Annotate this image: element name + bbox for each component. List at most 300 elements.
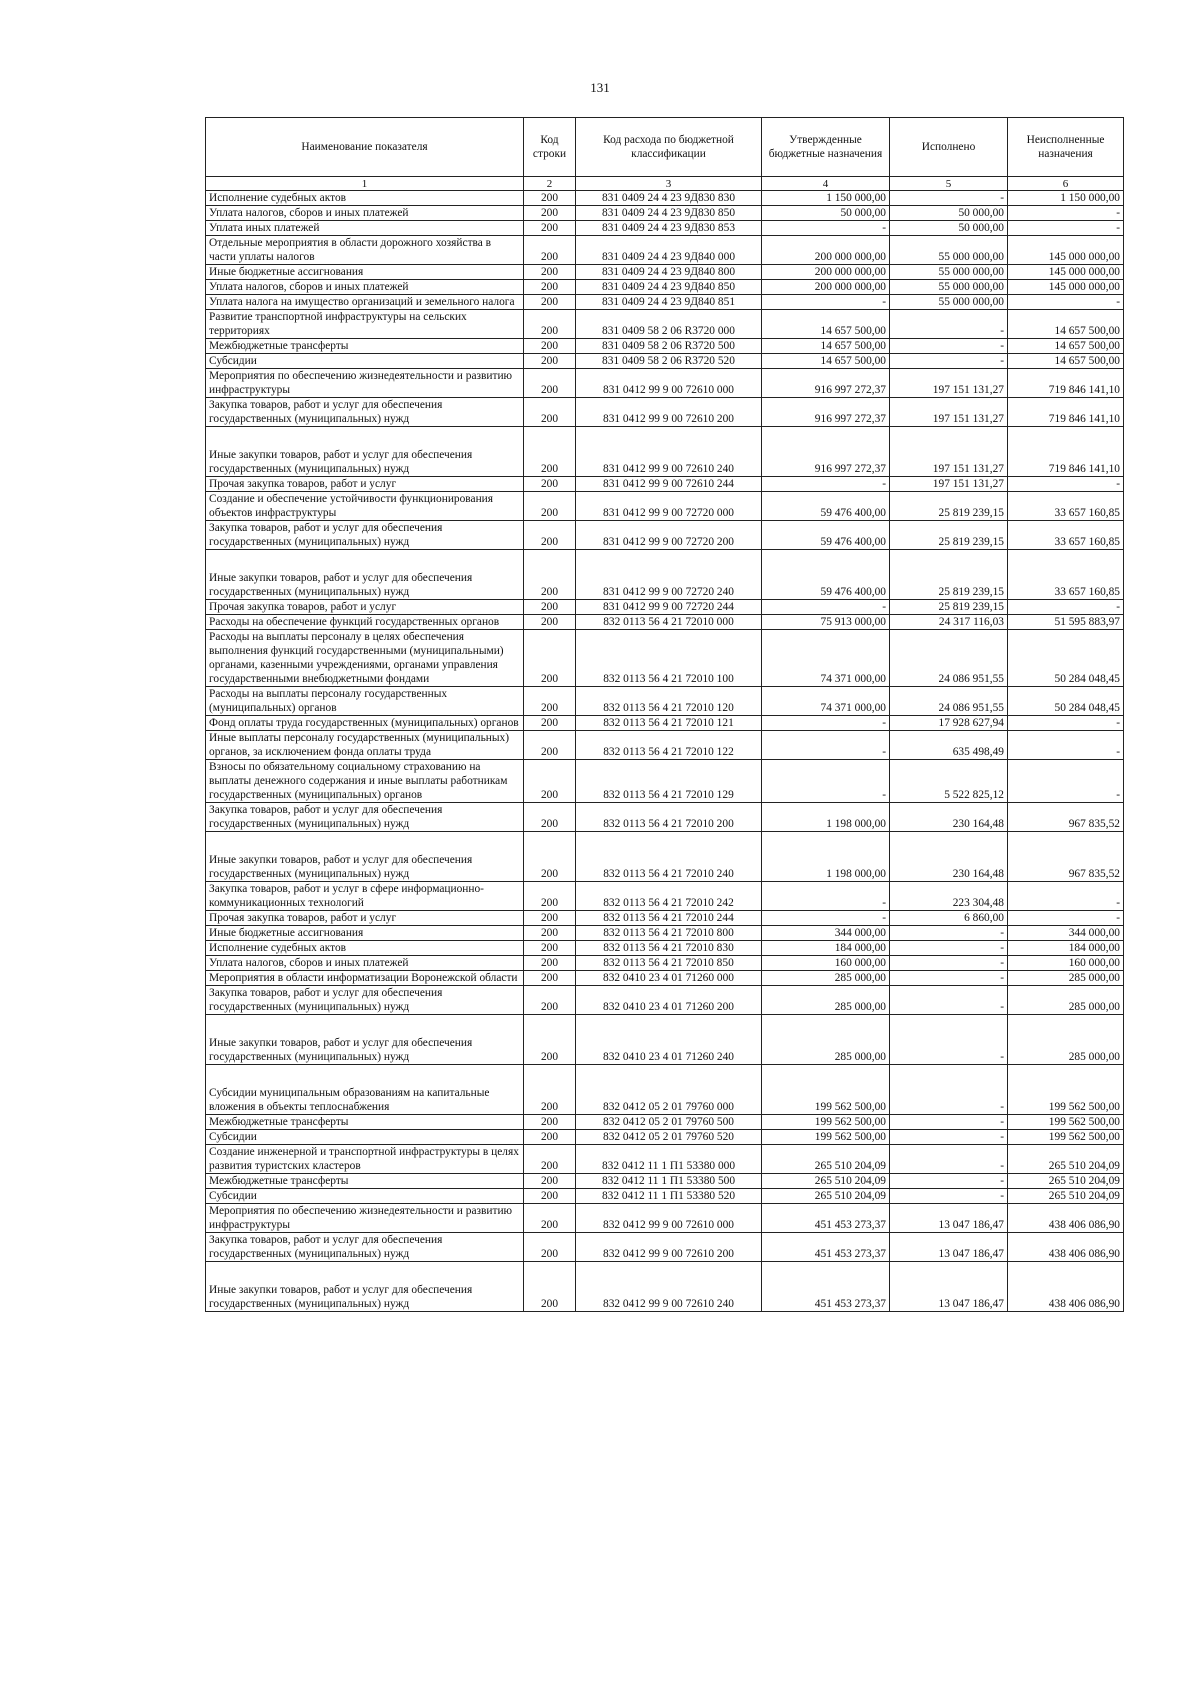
cell-code: 200 (524, 911, 576, 926)
cell-executed: 50 000,00 (890, 221, 1008, 236)
cell-approved: 285 000,00 (762, 971, 890, 986)
cell-unexecuted: 184 000,00 (1008, 941, 1124, 956)
cell-executed: - (890, 1130, 1008, 1145)
cell-code: 200 (524, 398, 576, 427)
cell-name: Мероприятия по обеспечению жизнедеятельности и развитию инфраструктуры (206, 369, 524, 398)
cell-approved: 1 198 000,00 (762, 832, 890, 882)
cell-executed: 13 047 186,47 (890, 1262, 1008, 1312)
cell-approved: 14 657 500,00 (762, 310, 890, 339)
table-row (206, 731, 1124, 760)
cell-approved: - (762, 882, 890, 911)
cell-code: 200 (524, 1262, 576, 1312)
cell-executed: - (890, 926, 1008, 941)
cell-approved: 916 997 272,37 (762, 427, 890, 477)
cell-code: 200 (524, 687, 576, 716)
cell-approved: 200 000 000,00 (762, 265, 890, 280)
cell-code: 200 (524, 550, 576, 600)
cell-approved: 200 000 000,00 (762, 236, 890, 265)
cell-code: 200 (524, 191, 576, 206)
cell-approved: - (762, 716, 890, 731)
cell-executed: 24 317 116,03 (890, 615, 1008, 630)
table-row (206, 477, 1124, 492)
cell-name: Расходы на обеспечение функций государственных органов (206, 615, 524, 630)
cell-unexecuted: - (1008, 716, 1124, 731)
cell-executed: 25 819 239,15 (890, 550, 1008, 600)
cell-name: Иные закупки товаров, работ и услуг для обеспечения государственных (муниципальных) нужд (206, 832, 524, 882)
cell-code: 200 (524, 941, 576, 956)
cell-name: Уплата налогов, сборов и иных платежей (206, 280, 524, 295)
table-row (206, 1189, 1124, 1204)
cell-code: 200 (524, 1115, 576, 1130)
table-row (206, 206, 1124, 221)
cell-name: Иные закупки товаров, работ и услуг для обеспечения государственных (муниципальных) нужд (206, 427, 524, 477)
cell-name: Прочая закупка товаров, работ и услуг (206, 911, 524, 926)
cell-code: 200 (524, 615, 576, 630)
cell-approved: 451 453 273,37 (762, 1233, 890, 1262)
table-row (206, 911, 1124, 926)
cell-code: 200 (524, 354, 576, 369)
header-unexecuted: Неисполненные назначения (1008, 118, 1124, 177)
cell-name: Иные бюджетные ассигнования (206, 265, 524, 280)
cell-unexecuted: 285 000,00 (1008, 1015, 1124, 1065)
cell-executed: 55 000 000,00 (890, 295, 1008, 310)
cell-code: 200 (524, 600, 576, 615)
budget-execution-table (205, 117, 1124, 1312)
cell-unexecuted: 199 562 500,00 (1008, 1115, 1124, 1130)
table-row (206, 1065, 1124, 1115)
cell-name: Создание и обеспечение устойчивости функционирования объектов инфраструктуры (206, 492, 524, 521)
table-row (206, 354, 1124, 369)
column-number: 2 (524, 177, 576, 191)
cell-approved: - (762, 731, 890, 760)
cell-approved: 59 476 400,00 (762, 550, 890, 600)
cell-approved: 184 000,00 (762, 941, 890, 956)
cell-executed: - (890, 1015, 1008, 1065)
cell-executed: 197 151 131,27 (890, 477, 1008, 492)
cell-executed: 25 819 239,15 (890, 521, 1008, 550)
cell-unexecuted: 145 000 000,00 (1008, 280, 1124, 295)
column-number: 5 (890, 177, 1008, 191)
table-row (206, 971, 1124, 986)
cell-approved: 916 997 272,37 (762, 398, 890, 427)
cell-unexecuted: 438 406 086,90 (1008, 1204, 1124, 1233)
table-row (206, 550, 1124, 600)
cell-approved: - (762, 600, 890, 615)
cell-name: Иные закупки товаров, работ и услуг для обеспечения государственных (муниципальных) нужд (206, 1015, 524, 1065)
cell-name: Исполнение судебных актов (206, 191, 524, 206)
cell-approved: 200 000 000,00 (762, 280, 890, 295)
cell-approved: 451 453 273,37 (762, 1262, 890, 1312)
cell-classification: 832 0113 56 4 21 72010 244 (576, 911, 762, 926)
cell-unexecuted: 719 846 141,10 (1008, 369, 1124, 398)
cell-unexecuted: 265 510 204,09 (1008, 1189, 1124, 1204)
cell-approved: 285 000,00 (762, 1015, 890, 1065)
cell-approved: 1 198 000,00 (762, 803, 890, 832)
cell-classification: 832 0412 05 2 01 79760 520 (576, 1130, 762, 1145)
table-row (206, 986, 1124, 1015)
table-row (206, 1174, 1124, 1189)
table-row (206, 295, 1124, 310)
cell-approved: 160 000,00 (762, 956, 890, 971)
cell-classification: 832 0113 56 4 21 72010 242 (576, 882, 762, 911)
cell-classification: 831 0412 99 9 00 72720 000 (576, 492, 762, 521)
cell-unexecuted: 33 657 160,85 (1008, 521, 1124, 550)
cell-approved: 50 000,00 (762, 206, 890, 221)
cell-classification: 831 0409 24 4 23 9Д840 851 (576, 295, 762, 310)
cell-classification: 832 0113 56 4 21 72010 121 (576, 716, 762, 731)
cell-classification: 831 0409 24 4 23 9Д840 850 (576, 280, 762, 295)
page-number: 131 (590, 80, 610, 95)
cell-executed: 17 928 627,94 (890, 716, 1008, 731)
cell-executed: 55 000 000,00 (890, 280, 1008, 295)
cell-code: 200 (524, 803, 576, 832)
header-name: Наименование показателя (206, 118, 524, 177)
cell-unexecuted: - (1008, 295, 1124, 310)
cell-code: 200 (524, 1015, 576, 1065)
cell-unexecuted: 344 000,00 (1008, 926, 1124, 941)
cell-approved: 199 562 500,00 (762, 1115, 890, 1130)
cell-unexecuted: 265 510 204,09 (1008, 1174, 1124, 1189)
cell-executed: 6 860,00 (890, 911, 1008, 926)
cell-name: Прочая закупка товаров, работ и услуг (206, 600, 524, 615)
cell-name: Закупка товаров, работ и услуг для обеспечения государственных (муниципальных) нужд (206, 986, 524, 1015)
cell-unexecuted: 265 510 204,09 (1008, 1145, 1124, 1174)
cell-name: Иные выплаты персоналу государственных (муниципальных) органов, за исключением фонда оплаты труда (206, 731, 524, 760)
cell-code: 200 (524, 492, 576, 521)
cell-classification: 832 0113 56 4 21 72010 830 (576, 941, 762, 956)
cell-code: 200 (524, 716, 576, 731)
cell-name: Межбюджетные трансферты (206, 1115, 524, 1130)
cell-classification: 831 0409 58 2 06 R3720 000 (576, 310, 762, 339)
cell-name: Закупка товаров, работ и услуг для обеспечения государственных (муниципальных) нужд (206, 521, 524, 550)
header-classification: Код расхода по бюджетной классификации (576, 118, 762, 177)
cell-name: Иные бюджетные ассигнования (206, 926, 524, 941)
cell-code: 200 (524, 986, 576, 1015)
cell-executed: - (890, 956, 1008, 971)
cell-name: Уплата налогов, сборов и иных платежей (206, 956, 524, 971)
cell-code: 200 (524, 1189, 576, 1204)
cell-code: 200 (524, 956, 576, 971)
cell-code: 200 (524, 427, 576, 477)
cell-unexecuted: 51 595 883,97 (1008, 615, 1124, 630)
cell-code: 200 (524, 339, 576, 354)
cell-executed: 55 000 000,00 (890, 265, 1008, 280)
cell-unexecuted: 438 406 086,90 (1008, 1262, 1124, 1312)
cell-unexecuted: 145 000 000,00 (1008, 265, 1124, 280)
cell-unexecuted: 719 846 141,10 (1008, 398, 1124, 427)
header-code: Код строки (524, 118, 576, 177)
cell-approved: 59 476 400,00 (762, 492, 890, 521)
cell-approved: 199 562 500,00 (762, 1065, 890, 1115)
cell-classification: 832 0410 23 4 01 71260 240 (576, 1015, 762, 1065)
cell-classification: 832 0410 23 4 01 71260 200 (576, 986, 762, 1015)
cell-classification: 832 0113 56 4 21 72010 800 (576, 926, 762, 941)
cell-executed: 13 047 186,47 (890, 1233, 1008, 1262)
cell-code: 200 (524, 206, 576, 221)
table-row (206, 492, 1124, 521)
cell-name: Субсидии (206, 1130, 524, 1145)
table-row (206, 760, 1124, 803)
cell-classification: 832 0412 11 1 П1 53380 000 (576, 1145, 762, 1174)
cell-name: Прочая закупка товаров, работ и услуг (206, 477, 524, 492)
header-executed: Исполнено (890, 118, 1008, 177)
cell-classification: 832 0412 05 2 01 79760 000 (576, 1065, 762, 1115)
cell-name: Мероприятия в области информатизации Воронежской области (206, 971, 524, 986)
table-row (206, 803, 1124, 832)
cell-code: 200 (524, 295, 576, 310)
cell-approved: 265 510 204,09 (762, 1189, 890, 1204)
cell-approved: 285 000,00 (762, 986, 890, 1015)
table-row (206, 1233, 1124, 1262)
table-row (206, 398, 1124, 427)
cell-classification: 832 0113 56 4 21 72010 100 (576, 630, 762, 687)
table-row (206, 191, 1124, 206)
cell-executed: 55 000 000,00 (890, 236, 1008, 265)
cell-code: 200 (524, 1065, 576, 1115)
cell-executed: 197 151 131,27 (890, 427, 1008, 477)
cell-classification: 832 0113 56 4 21 72010 129 (576, 760, 762, 803)
cell-executed: - (890, 354, 1008, 369)
cell-classification: 831 0412 99 9 00 72610 200 (576, 398, 762, 427)
cell-approved: 265 510 204,09 (762, 1145, 890, 1174)
cell-code: 200 (524, 1130, 576, 1145)
table-row (206, 600, 1124, 615)
cell-name: Мероприятия по обеспечению жизнедеятельности и развитию инфраструктуры (206, 1204, 524, 1233)
cell-unexecuted: 285 000,00 (1008, 986, 1124, 1015)
cell-classification: 832 0412 11 1 П1 53380 500 (576, 1174, 762, 1189)
cell-classification: 832 0113 56 4 21 72010 240 (576, 832, 762, 882)
cell-executed: 25 819 239,15 (890, 600, 1008, 615)
cell-classification: 832 0113 56 4 21 72010 122 (576, 731, 762, 760)
cell-code: 200 (524, 1145, 576, 1174)
cell-classification: 831 0409 24 4 23 9Д830 830 (576, 191, 762, 206)
cell-executed: - (890, 339, 1008, 354)
cell-name: Уплата иных платежей (206, 221, 524, 236)
cell-executed: 50 000,00 (890, 206, 1008, 221)
table-row (206, 1204, 1124, 1233)
cell-name: Иные закупки товаров, работ и услуг для обеспечения государственных (муниципальных) нужд (206, 1262, 524, 1312)
table-row (206, 956, 1124, 971)
cell-executed: - (890, 941, 1008, 956)
table-row (206, 265, 1124, 280)
table-row (206, 630, 1124, 687)
cell-name: Отдельные мероприятия в области дорожного хозяйства в части уплаты налогов (206, 236, 524, 265)
cell-executed: - (890, 986, 1008, 1015)
cell-unexecuted: - (1008, 600, 1124, 615)
cell-classification: 831 0409 24 4 23 9Д830 850 (576, 206, 762, 221)
cell-approved: - (762, 911, 890, 926)
cell-code: 200 (524, 280, 576, 295)
cell-classification: 832 0412 05 2 01 79760 500 (576, 1115, 762, 1130)
cell-unexecuted: 33 657 160,85 (1008, 492, 1124, 521)
cell-code: 200 (524, 369, 576, 398)
cell-unexecuted: 285 000,00 (1008, 971, 1124, 986)
cell-classification: 831 0412 99 9 00 72610 240 (576, 427, 762, 477)
cell-executed: - (890, 1174, 1008, 1189)
cell-approved: 199 562 500,00 (762, 1130, 890, 1145)
cell-code: 200 (524, 521, 576, 550)
cell-executed: 230 164,48 (890, 832, 1008, 882)
cell-classification: 831 0409 58 2 06 R3720 520 (576, 354, 762, 369)
cell-unexecuted: 967 835,52 (1008, 803, 1124, 832)
cell-executed: - (890, 1065, 1008, 1115)
cell-code: 200 (524, 265, 576, 280)
cell-approved: 916 997 272,37 (762, 369, 890, 398)
cell-name: Субсидии (206, 1189, 524, 1204)
cell-name: Иные закупки товаров, работ и услуг для обеспечения государственных (муниципальных) нужд (206, 550, 524, 600)
cell-unexecuted: 160 000,00 (1008, 956, 1124, 971)
cell-unexecuted: - (1008, 731, 1124, 760)
table-row (206, 1262, 1124, 1312)
cell-executed: 13 047 186,47 (890, 1204, 1008, 1233)
table-row (206, 280, 1124, 295)
cell-name: Межбюджетные трансферты (206, 339, 524, 354)
cell-name: Развитие транспортной инфраструктуры на сельских территориях (206, 310, 524, 339)
cell-approved: 74 371 000,00 (762, 630, 890, 687)
table-header-row (206, 118, 1124, 177)
cell-code: 200 (524, 760, 576, 803)
table-row (206, 882, 1124, 911)
cell-classification: 832 0113 56 4 21 72010 000 (576, 615, 762, 630)
cell-code: 200 (524, 1204, 576, 1233)
cell-name: Закупка товаров, работ и услуг для обеспечения государственных (муниципальных) нужд (206, 803, 524, 832)
cell-name: Межбюджетные трансферты (206, 1174, 524, 1189)
cell-classification: 831 0412 99 9 00 72610 000 (576, 369, 762, 398)
column-number: 4 (762, 177, 890, 191)
cell-unexecuted: - (1008, 911, 1124, 926)
cell-executed: - (890, 1115, 1008, 1130)
cell-classification: 832 0412 11 1 П1 53380 520 (576, 1189, 762, 1204)
cell-approved: 14 657 500,00 (762, 354, 890, 369)
cell-classification: 832 0412 99 9 00 72610 200 (576, 1233, 762, 1262)
cell-executed: 197 151 131,27 (890, 369, 1008, 398)
cell-classification: 832 0113 56 4 21 72010 200 (576, 803, 762, 832)
cell-code: 200 (524, 630, 576, 687)
cell-executed: - (890, 191, 1008, 206)
cell-classification: 831 0412 99 9 00 72720 200 (576, 521, 762, 550)
cell-name: Создание инженерной и транспортной инфраструктуры в целях развития туристских кластеров (206, 1145, 524, 1174)
cell-name: Расходы на выплаты персоналу в целях обеспечения выполнения функций государственными (муниципальными) органами, казенными учреждениями, органами управления государственными внебюджетными фондами (206, 630, 524, 687)
cell-unexecuted: 719 846 141,10 (1008, 427, 1124, 477)
cell-executed: - (890, 1189, 1008, 1204)
table-row (206, 941, 1124, 956)
cell-name: Фонд оплаты труда государственных (муниципальных) органов (206, 716, 524, 731)
table-row (206, 521, 1124, 550)
cell-code: 200 (524, 971, 576, 986)
cell-classification: 832 0412 99 9 00 72610 240 (576, 1262, 762, 1312)
cell-unexecuted: - (1008, 760, 1124, 803)
cell-name: Закупка товаров, работ и услуг в сфере информационно-коммуникационных технологий (206, 882, 524, 911)
table-row (206, 716, 1124, 731)
cell-code: 200 (524, 477, 576, 492)
cell-code: 200 (524, 832, 576, 882)
cell-executed: - (890, 1145, 1008, 1174)
column-number-row (206, 177, 1124, 191)
cell-name: Расходы на выплаты персоналу государственных (муниципальных) органов (206, 687, 524, 716)
cell-unexecuted: 199 562 500,00 (1008, 1130, 1124, 1145)
cell-executed: 25 819 239,15 (890, 492, 1008, 521)
cell-unexecuted: 14 657 500,00 (1008, 339, 1124, 354)
cell-executed: - (890, 971, 1008, 986)
table-row (206, 1015, 1124, 1065)
cell-name: Уплата налога на имущество организаций и земельного налога (206, 295, 524, 310)
cell-approved: - (762, 221, 890, 236)
cell-classification: 831 0412 99 9 00 72720 244 (576, 600, 762, 615)
cell-classification: 831 0409 24 4 23 9Д840 000 (576, 236, 762, 265)
cell-executed: 223 304,48 (890, 882, 1008, 911)
cell-executed: 197 151 131,27 (890, 398, 1008, 427)
cell-unexecuted: 14 657 500,00 (1008, 310, 1124, 339)
cell-name: Взносы по обязательному социальному страхованию на выплаты денежного содержания и иные выплаты работникам государственных (муниципальных) органов (206, 760, 524, 803)
table-row (206, 236, 1124, 265)
cell-name: Исполнение судебных актов (206, 941, 524, 956)
cell-unexecuted: - (1008, 882, 1124, 911)
cell-name: Закупка товаров, работ и услуг для обеспечения государственных (муниципальных) нужд (206, 1233, 524, 1262)
cell-classification: 831 0409 24 4 23 9Д830 853 (576, 221, 762, 236)
table-row (206, 221, 1124, 236)
cell-unexecuted: 50 284 048,45 (1008, 687, 1124, 716)
cell-executed: 230 164,48 (890, 803, 1008, 832)
cell-classification: 831 0409 24 4 23 9Д840 800 (576, 265, 762, 280)
column-number: 3 (576, 177, 762, 191)
cell-classification: 832 0113 56 4 21 72010 850 (576, 956, 762, 971)
table-row (206, 339, 1124, 354)
table-row (206, 615, 1124, 630)
cell-code: 200 (524, 310, 576, 339)
cell-classification: 832 0410 23 4 01 71260 000 (576, 971, 762, 986)
cell-name: Уплата налогов, сборов и иных платежей (206, 206, 524, 221)
table-row (206, 369, 1124, 398)
cell-executed: 24 086 951,55 (890, 630, 1008, 687)
cell-approved: 1 150 000,00 (762, 191, 890, 206)
cell-approved: 59 476 400,00 (762, 521, 890, 550)
cell-executed: - (890, 310, 1008, 339)
cell-approved: 75 913 000,00 (762, 615, 890, 630)
cell-code: 200 (524, 221, 576, 236)
cell-unexecuted: - (1008, 477, 1124, 492)
cell-classification: 831 0409 58 2 06 R3720 500 (576, 339, 762, 354)
column-number: 6 (1008, 177, 1124, 191)
cell-unexecuted: 199 562 500,00 (1008, 1065, 1124, 1115)
cell-classification: 831 0412 99 9 00 72610 244 (576, 477, 762, 492)
cell-classification: 831 0412 99 9 00 72720 240 (576, 550, 762, 600)
cell-executed: 24 086 951,55 (890, 687, 1008, 716)
header-approved: Утвержденные бюджетные назначения (762, 118, 890, 177)
table-row (206, 832, 1124, 882)
cell-unexecuted: 1 150 000,00 (1008, 191, 1124, 206)
cell-executed: 5 522 825,12 (890, 760, 1008, 803)
cell-unexecuted: 50 284 048,45 (1008, 630, 1124, 687)
table-row (206, 1145, 1124, 1174)
cell-approved: - (762, 760, 890, 803)
cell-approved: 344 000,00 (762, 926, 890, 941)
table-body (206, 191, 1124, 1312)
cell-approved: 74 371 000,00 (762, 687, 890, 716)
cell-name: Субсидии (206, 354, 524, 369)
cell-classification: 832 0412 99 9 00 72610 000 (576, 1204, 762, 1233)
table-row (206, 427, 1124, 477)
cell-name: Закупка товаров, работ и услуг для обеспечения государственных (муниципальных) нужд (206, 398, 524, 427)
cell-code: 200 (524, 1233, 576, 1262)
cell-unexecuted: 14 657 500,00 (1008, 354, 1124, 369)
table-row (206, 1130, 1124, 1145)
cell-code: 200 (524, 236, 576, 265)
cell-approved: - (762, 477, 890, 492)
table-row (206, 310, 1124, 339)
cell-code: 200 (524, 926, 576, 941)
cell-approved: 14 657 500,00 (762, 339, 890, 354)
cell-name: Субсидии муниципальным образованиям на капитальные вложения в объекты теплоснабжения (206, 1065, 524, 1115)
